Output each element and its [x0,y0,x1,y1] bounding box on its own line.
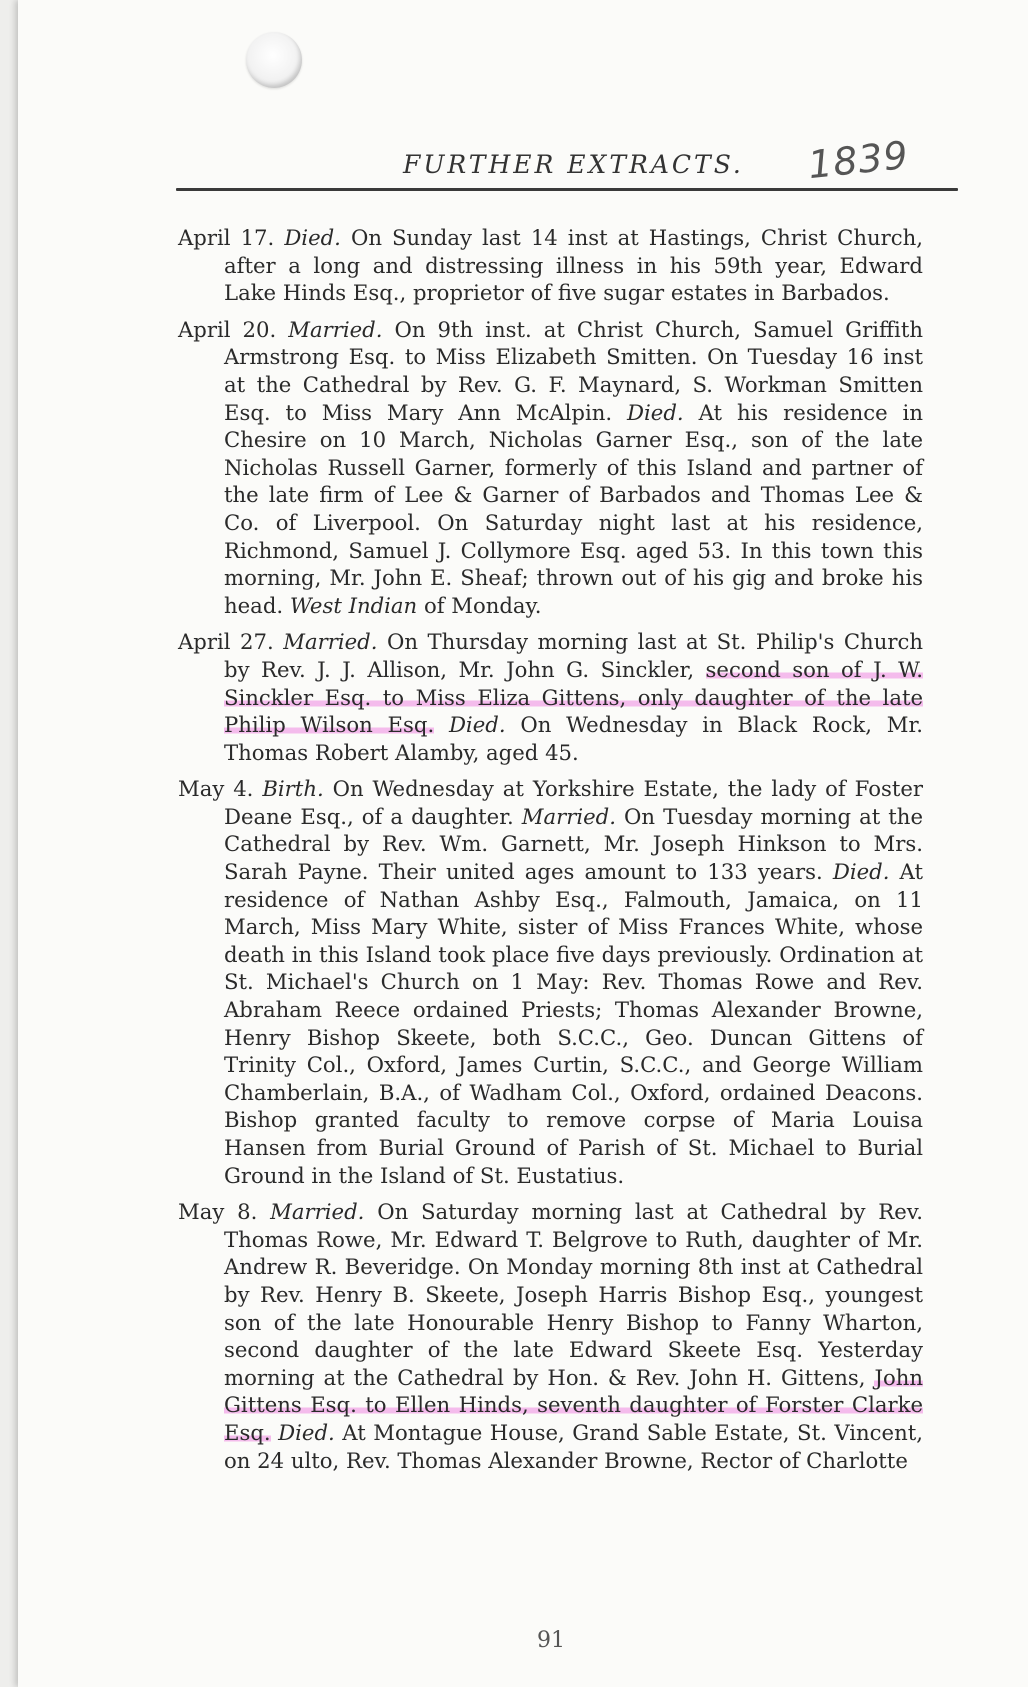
entry-text: On Sunday last 14 inst at Hastings, Christ Church, after a long and distressing illness in his 59th year, Edward Lake Hinds Esq., proprietor of five sugar estates in Barbados. [224,225,923,306]
entry-keyword: Married. [283,629,378,655]
highlighted-text: second son of J. W. Sinckler Esq. to Miss Eliza Gittens, only daughter of the late Philip Wilson Esq. [224,656,923,738]
entry-date: May 8. [178,1199,258,1225]
entry-keyword: Died. [284,225,341,250]
entry-keyword: Birth. [262,776,324,802]
extract-entry [178,224,923,307]
handwritten-year-note: 1839 [805,132,911,188]
entry-text: At his residence in Chesire on 10 March, Nicholas Garner Esq., son of the late Nicholas Russell Garner, formerly of this Island and partner of the late firm of Lee & Garner of Barbados and Thomas Lee & Co. of Liverpool. On Saturday night last at his residence, Richmond, Samuel J. Collymore Esq. aged 53. In this town this morning, Mr. John E. Sheaf; thrown out of his gig and broke his head. [224,399,923,618]
entry-text: On Thursday morning last at St. Philip's Church by Rev. J. J. Allison, Mr. John G. Sinckler, [224,629,923,682]
header-rule [176,188,958,191]
entry-date: April 20. [178,316,277,342]
entry-keyword: West Indian [289,592,418,618]
entry-text: On Tuesday morning at the Cathedral by Rev. Wm. Garnett, Mr. Joseph Hinkson to Mrs. Sarah Payne. Their united ages amount to 133 years. [224,803,923,885]
entry-keyword: Married. [521,803,616,829]
extract-entry [178,316,923,620]
entry-text: On Wednesday in Black Rock, Mr. Thomas Robert Alamby, aged 45. [224,712,923,765]
running-title: FURTHER EXTRACTS. [403,150,744,179]
punch-hole [246,32,302,88]
entry-text: At residence of Nathan Ashby Esq., Falmouth, Jamaica, on 11 March, Miss Mary White, sister of Miss Frances White, whose death in this Island took place five days previously. Ordination at St. Michael's Church on 1 May: Rev. Thomas Rowe and Rev. Abraham Reece ordained Priests; Thomas Alexander Browne, Henry Bishop Skeete, both S.C.C., Geo. Duncan Gittens of Trinity Col., Oxford, James Curtin, S.C.C., and George William Chamberlain, B.A., of Wadham Col., Oxford, ordained Deacons. Bishop granted faculty to remove corpse of Maria Louisa Hansen from Burial Ground of Parish of St. Michael to Burial Ground in the Island of St. Eustatius. [224,859,923,1188]
page-number: 91 [537,1628,565,1653]
entry-text: On Saturday morning last at Cathedral by Rev. Thomas Rowe, Mr. Edward T. Belgrove to Ruth, daughter of Mr. Andrew R. Beveridge. On Monday morning 8th inst at Cathedral by Rev. Henry B. Skeete, Joseph Harris Bishop Esq., youngest son of the late Honourable Henry Bishop to Fanny Wharton, second daughter of the late Edward Skeete Esq. Yesterday morning at the Cathedral by Hon. & Rev. John H. Gittens, [224,1199,923,1390]
entry-date: April 27. [178,629,274,655]
entry-keyword: Died. [270,1419,335,1445]
entry-keyword: Died. [832,859,890,885]
document-page [18,0,1028,1687]
extract-entry [178,1198,923,1474]
extract-entry [178,628,923,766]
entry-date: April 17. [178,225,275,250]
entry-text: On 9th inst. at Christ Church, Samuel Griffith Armstrong Esq. to Miss Elizabeth Smitten. On Tuesday 16 inst at the Cathedral by Rev. G. F. Maynard, S. Workman Smitten Esq. to Miss Mary Ann McAlpin. [224,316,923,425]
entry-text: On Wednesday at Yorkshire Estate, the lady of Foster Deane Esq., of a daughter. [224,776,923,829]
entry-keyword: Died. [627,399,684,425]
entry-text: of Monday. [417,592,542,618]
page-header [18,132,1028,200]
highlighted-text: John Gittens Esq. to Ellen Hinds, seventh daughter of Forster Clarke Esq. [224,1364,923,1445]
extract-entry [178,775,923,1189]
entry-keyword: Married. [288,316,383,342]
entry-keyword: Married. [270,1199,365,1225]
entry-keyword: Died. [434,712,506,738]
entry-date: May 4. [178,776,254,802]
entry-text: At Montague House, Grand Sable Estate, St. Vincent, on 24 ulto, Rev. Thomas Alexander Browne, Rector of Charlotte [224,1419,923,1473]
extracts-body [178,224,923,1483]
